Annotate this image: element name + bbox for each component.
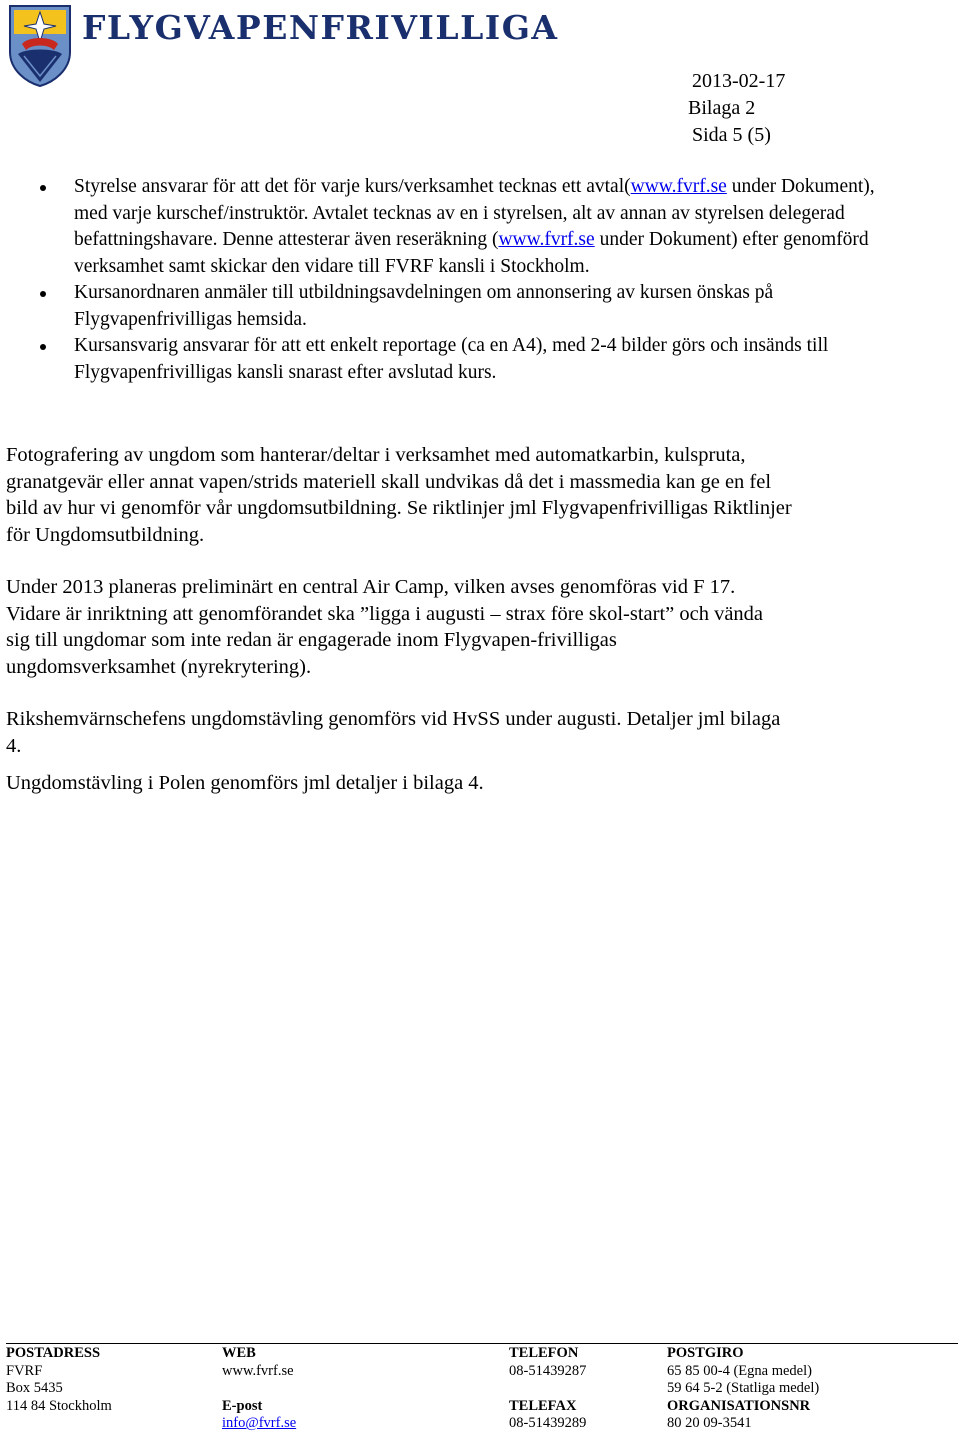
paragraph-air-camp: Under 2013 planeras preliminärt en central Air Camp, vilken avses genomföras vid F 17. Vidare är inriktning att genomförandet ska ”ligga i augusti – strax före skol-start” och vända sig till ungdomar som inte redan är engagerade inom Flygvapen-frivilligas ungdomsverksamhet (nyrekrytering). [6,576,764,678]
paragraph-poland: Ungdomstävling i Polen genomförs jml detaljer i bilaga 4. [6,772,484,794]
footer-postgiro: POSTGIRO 65 85 00-4 (Egna medel) 59 64 5-2 (Statliga medel) ORGANISATIONSNR 80 20 09-3541 [667,1345,820,1431]
organization-name: FLYGVAPENFRIVILLIGA [82,8,559,47]
footer-web: WEB www.fvrf.se E-post info@fvrf.se [222,1345,297,1431]
bullet-icon [40,291,46,297]
footer-telefon: TELEFON 08-51439287 TELEFAX 08-51439289 [509,1345,587,1431]
bullet-icon [40,185,46,191]
footer-postadress: POSTADRESS FVRF Box 5435 114 84 Stockholm [6,1345,112,1414]
bullet-list [0,174,900,386]
footer-divider [6,1343,958,1344]
fvrf-link[interactable]: www.fvrf.se [498,229,595,250]
bullet-icon [40,344,46,350]
fvrf-link[interactable]: www.fvrf.se [630,176,727,197]
paragraph-photography: Fotografering av ungdom som hanterar/deltar i verksamhet med automatkarbin, kulspruta, granatgevär eller annat vapen/strids materiell skall undvikas då det i massmedia kan ge en fel bild av hur vi genomför vår ungdomsutbildning. Se riktlinjer jml Flygvapenfrivilligas Riktlinjer för Ungdomsutbildning. [6,444,792,546]
attachment-label: Bilaga 2 [688,97,756,119]
list-item: Kursanordnaren anmäler till utbildningsavdelningen om annonsering av kursen önskas på Flygvapenfrivilligas hemsida. [0,280,900,333]
shield-logo-icon [8,4,72,88]
page-number: Sida 5 (5) [692,124,771,146]
list-item: Kursansvarig ansvarar för att ett enkelt reportage (ca en A4), med 2-4 bilder görs och insänds till Flygvapenfrivilligas kansli snarast efter avslutad kurs. [0,333,900,386]
document-date: 2013-02-17 [692,70,786,92]
footer-web-link[interactable]: www.fvrf.se [222,1362,294,1379]
footer-email-link[interactable]: info@fvrf.se [222,1415,297,1431]
list-item: Styrelse ansvarar för att det för varje kurs/verksamhet tecknas ett avtal(www.fvrf.se under Dokument), med varje kurschef/instruktör. Avtalet tecknas av en i styrelsen, alt av annan av styrelsen delegerad befattningshavare. Denne attesterar även reseräkning (www.fvrf.se under Dokument) efter genomförd verksamhet samt skickar den vidare till FVRF kansli i Stockholm. [0,174,900,280]
paragraph-competition: Rikshemvärnschefens ungdomstävling genomförs vid HvSS under augusti. Detaljer jml bilaga 4. [6,708,781,757]
